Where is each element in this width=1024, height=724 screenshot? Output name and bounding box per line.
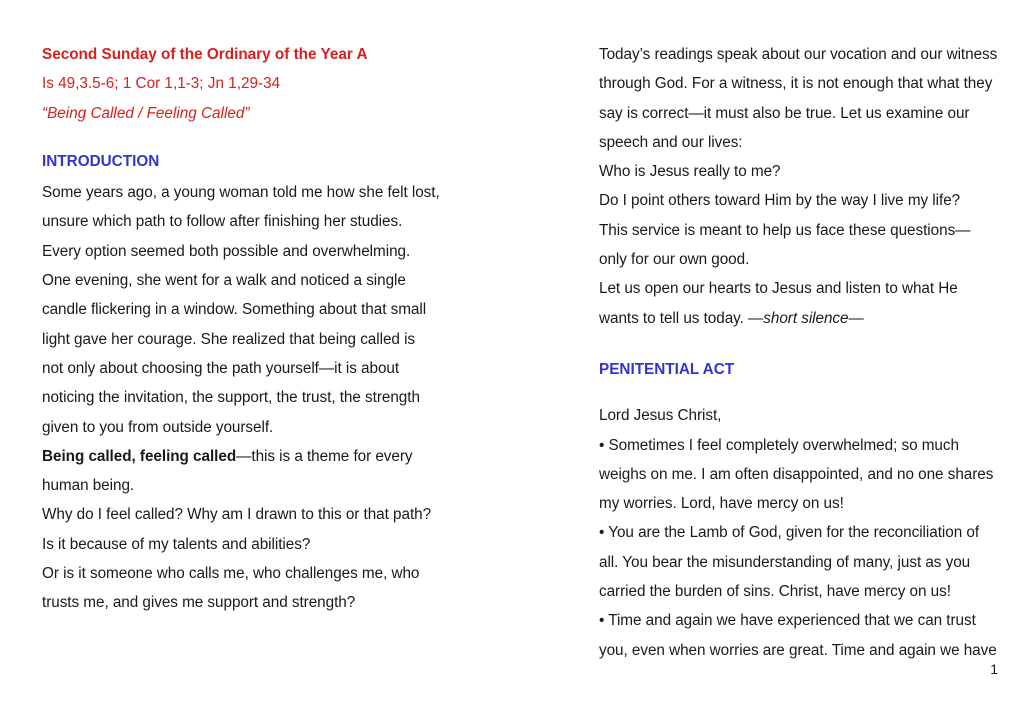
penitential-line: you, even when worries are great. Time and again we have [599, 641, 997, 659]
right-column [508, 40, 1024, 665]
intro-line: unsure which path to follow after finishing her studies. [42, 213, 403, 231]
intro-line: not only about choosing the path yourself—it is about [42, 359, 400, 377]
scripture-reference: Is 49,3.5-6; 1 Cor 1,1-3; Jn 1,29-34 [42, 75, 281, 93]
theme-statement-continuation: human being. [42, 477, 135, 495]
spacer [599, 384, 1006, 401]
opening-line: This service is meant to help us face these questions— [599, 221, 971, 239]
silence-rubric: —short silence— [748, 309, 864, 327]
question-line: Is it because of my talents and abilities? [42, 535, 311, 553]
penitential-line: • You are the Lamb of God, given for the reconciliation of [599, 524, 980, 542]
silence-line-text: wants to tell us today. [599, 309, 749, 327]
theme-statement-bold: Being called, feeling called [42, 447, 237, 465]
opening-line: speech and our lives: [599, 133, 743, 151]
opening-line: Today’s readings speak about our vocation and our witness [599, 46, 998, 63]
penitential-line: carried the burden of sins. Christ, have mercy on us! [599, 583, 951, 601]
theme-statement-rest: —this is a theme for every [236, 447, 413, 465]
intro-line: One evening, she went for a walk and noticed a single [42, 272, 406, 290]
intro-line: Every option seemed both possible and overwhelming. [42, 242, 411, 260]
theme-statement-line [42, 442, 496, 471]
penitential-line: my worries. Lord, have mercy on us! [599, 495, 844, 513]
left-column [0, 40, 508, 618]
question-line: Or is it someone who calls me, who challenges me, who [42, 565, 420, 583]
opening-line: only for our own good. [599, 251, 750, 269]
penitential-line: • Time and again we have experienced that we can trust [599, 612, 976, 630]
intro-line: given to you from outside yourself. [42, 418, 274, 436]
penitential-line: • Sometimes I feel completely overwhelmed; so much [599, 436, 959, 454]
spacer [42, 128, 496, 147]
document-title: Second Sunday of the Ordinary of the Year A [42, 46, 368, 63]
opening-line: Who is Jesus really to me? [599, 163, 781, 181]
question-line: trusts me, and gives me support and strength? [42, 594, 356, 612]
intro-line: noticing the invitation, the support, the trust, the strength [42, 389, 420, 407]
penitential-line: Lord Jesus Christ, [599, 407, 722, 425]
document-theme: “Being Called / Feeling Called” [42, 104, 250, 122]
penitential-line: all. You bear the misunderstanding of many, just as you [599, 553, 971, 571]
silence-line [599, 304, 1006, 333]
two-column-layout [0, 40, 1024, 665]
page-number: 1 [990, 661, 998, 677]
opening-line: say is correct—it must also be true. Let us examine our [599, 104, 970, 122]
intro-line: candle flickering in a window. Something about that small [42, 301, 427, 319]
spacer [599, 333, 1006, 355]
heading-introduction: INTRODUCTION [42, 152, 160, 170]
penitential-line: weighs on me. I am often disappointed, and no one shares [599, 465, 994, 483]
opening-line: Do I point others toward Him by the way I live my life? [599, 192, 961, 210]
opening-line: through God. For a witness, it is not enough that what they [599, 75, 993, 93]
intro-line: light gave her courage. She realized that being called is [42, 330, 416, 348]
opening-line: Let us open our hearts to Jesus and listen to what He [599, 280, 958, 298]
intro-line: Some years ago, a young woman told me how she felt lost, [42, 184, 440, 202]
question-line: Why do I feel called? Why am I drawn to this or that path? [42, 506, 432, 524]
heading-penitential-act: PENITENTIAL ACT [599, 360, 735, 378]
